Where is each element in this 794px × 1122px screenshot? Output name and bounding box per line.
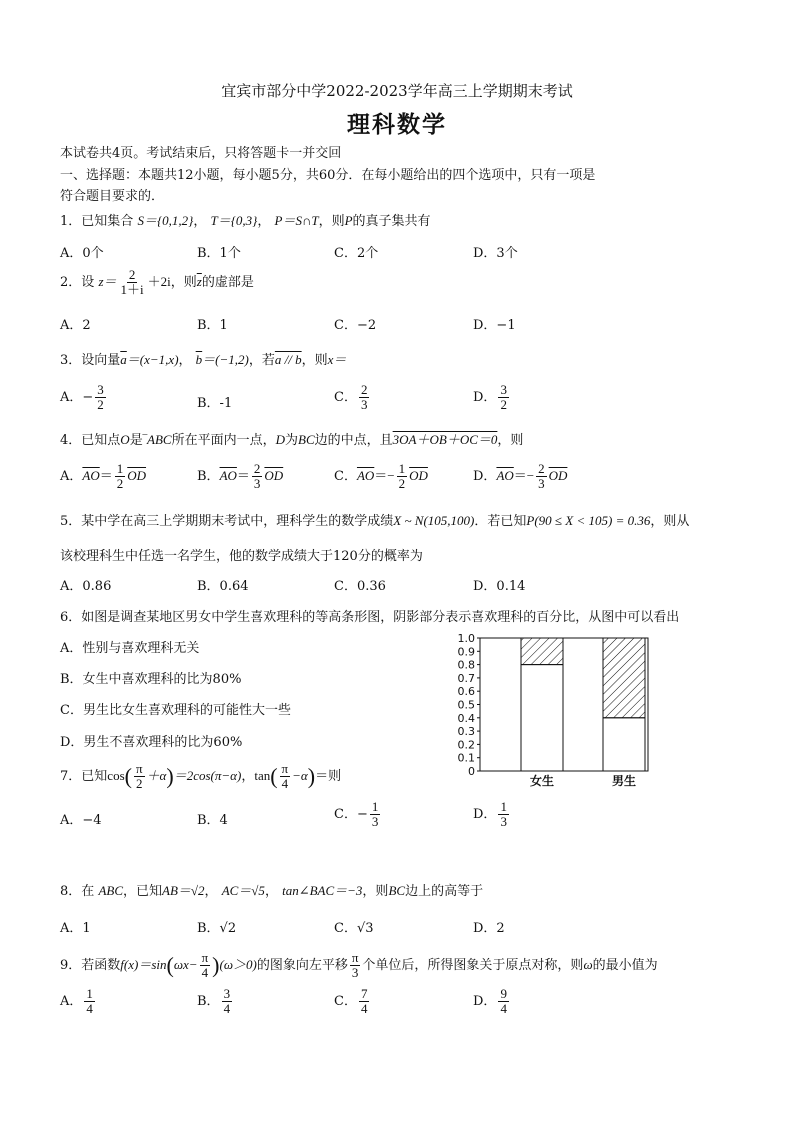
q9-text2: 的图象向左平移 [256,958,348,973]
q9-option-a: A． $\frac{1}{4}$ [60,986,93,1016]
segment-bc: BC [388,883,406,898]
q7-text: 已知 [81,769,108,784]
vector-b: $\overline{b}$ [195,352,203,367]
q4-option-b: B．$\overline{AO}=$ $\frac{2}{3}$ $\overline{OD}$ [197,461,284,491]
q8-text: 在 [81,884,95,899]
q8-text4: 边上的高等于 [405,884,484,899]
question-number: 9． [60,958,82,973]
q6-text: 如图是调查某地区男女中学生喜欢理科的等高条形图，阴影部分表示喜欢理科的百分比，从图中可以看出 [81,610,680,625]
q7-equation: ＝2cos(π−α) [173,768,242,783]
q9-text: 若函数 [81,958,121,973]
q7-option-b: B．4 [197,813,228,828]
q9-text4: 的最小值为 [592,958,658,973]
q4-text5: 边的中点，且 [314,433,393,448]
exam-subtitle: 宜宾市部分中学2022-2023学年高三上学期期末考试 [221,82,573,100]
q4-text4: 为 [285,433,299,448]
vector-equation: 3OA＋OB＋OC＝0 [392,432,498,447]
q8-option-a: A．1 [60,921,91,936]
question-number: 1． [60,214,82,229]
q2-option-d: D．−1 [473,318,516,333]
q9-option-d: D． $\frac{9}{4}$ [473,986,507,1016]
q3-text2: ，若 [248,353,275,368]
q5-option-d: D．0.14 [473,579,526,594]
q2-term: ＋2i [147,274,171,289]
q2-option-a: A．2 [60,318,91,333]
question-number: 5． [60,514,82,529]
bar-like-1 [603,638,645,718]
q5-option-a: A．0.86 [60,579,112,594]
y-tick-label: 0.7 [457,671,475,685]
cos-function: cos [107,768,125,783]
question-6 [60,606,679,625]
given-probability: P(90 ≤ X < 105) = 0.36 [526,513,651,528]
question-3: 3．设向量$\overline{a}=(x-1,x)$， $\overline{b}=(-1,2)$，若a // b，则x＝ [60,352,347,368]
q2-text3: 的虚部是 [201,275,254,290]
section-heading-cont: 符合题目要求的． [60,189,165,204]
fraction: $\frac{2}{1+i}$ [120,267,144,297]
bar-not-like-0 [521,665,563,771]
q4-text: 已知点 [81,433,121,448]
y-tick-label: 0.3 [457,725,475,739]
tan-function: tan [254,768,271,783]
question-5 [60,510,689,529]
q7-text2: ＝则 [315,769,342,784]
q5-option-b: B．0.64 [197,579,249,594]
q3-option-d: D． $\frac{3}{2}$ [473,382,507,412]
set-t: T＝{0,3} [210,213,258,228]
bar-like-0 [521,638,563,665]
q2-text: 设 [81,275,95,290]
question-number: 8． [60,884,82,899]
vector-b-value: ＝(−1,2) [202,352,249,367]
q6-option-a: A．性别与喜欢理科无关 [60,641,200,656]
var-x: x＝ [327,352,347,367]
q1-text: 已知集合 [81,214,134,229]
q8-option-c: C．√3 [334,921,374,936]
q5-text-line2: 该校理科生中任选一名学生，他的数学成绩大于120分的概率为 [60,549,423,564]
question-number: 4． [60,433,82,448]
y-tick-label: 0 [468,765,475,778]
q4-text6: ，则 [497,433,524,448]
q6-option-b: B．女生中喜欢理科的比为80% [60,672,242,687]
q3-text3: ，则 [301,353,328,368]
q4-option-c: C．$\overline{AO}=-$ $\frac{1}{2}$ $\overline{OD}$ [334,461,428,491]
z-conjugate: $\overline{z}$ [196,274,202,289]
side-ab: AB＝√2 [162,883,205,898]
q9-option-c: C． $\frac{7}{4}$ [334,986,368,1016]
q4-text3: 所在平面内一点， [171,433,276,448]
tan-angle: tan∠BAC＝−3 [282,883,363,898]
y-tick-label: 0.9 [457,645,475,659]
q3-option-c: C． $\frac{2}{3}$ [334,382,368,412]
y-tick-label: 0.1 [457,751,475,765]
stacked-bar-chart [440,628,670,798]
q1-option-a: A．0个 [60,246,104,261]
triangle-abc: ‾ABC [142,432,172,447]
normal-distribution: X ~ N(105,100) [393,513,475,528]
q5-text3: ，则从 [650,514,690,529]
question-2 [60,268,254,297]
y-tick-label: 0.6 [457,685,475,699]
section-heading: 一、选择题：本题共12小题，每小题5分，共60分．在每小题给出的四个选项中，只有一项是 [60,168,596,183]
q5-text: 某中学在高三上学期期末考试中，理科学生的数学成绩 [81,514,394,529]
function-f: f(x)＝sin [120,957,167,972]
q6-option-c: C．男生比女生喜欢理科的可能性大一些 [60,703,291,718]
omega-condition: (ω＞0) [219,957,257,972]
question-7: 7．已知cos( $\frac{\pi}{2}$ ＋α)＝2cos(π−α)，tan( $\frac{\pi}{4}$ −α)＝则 [60,761,342,791]
q7-option-d: D． $\frac{1}{3}$ [473,799,507,829]
side-ac: AC＝√5 [221,883,265,898]
set-p: P＝S∩T [274,213,319,228]
question-number: 2． [60,275,82,290]
q3-text: 设向量 [81,353,121,368]
question-9: 9．若函数f(x)＝sin(ωx− $\frac{\pi}{4}$ )(ω＞0)的图象向左平移 $\frac{\pi}{3}$ 个单位后，所得图象关于原点对称，则ω的最小值为 [60,950,658,980]
q1-text3: 的真子集共有 [352,214,431,229]
q3-option-b: B．-1 [197,396,233,411]
var-p: P [344,213,353,228]
question-number: 7． [60,769,82,784]
vector-a: $\overline{a}$ [120,352,127,367]
q8-option-b: B．√2 [197,921,237,936]
vector-a-value: ＝(x−1,x) [126,352,179,367]
q9-option-b: B． $\frac{3}{4}$ [197,986,231,1016]
q3-option-a: A．− $\frac{3}{2}$ [60,382,104,412]
parallel-condition: a // b [274,352,302,367]
y-tick-label: 0.8 [457,658,475,672]
x-tick-label: 女生 [529,774,555,788]
var-z: z＝ [98,274,117,289]
var-omega: ω [583,957,593,972]
point-d: D [275,432,285,447]
question-number: 6． [60,610,82,625]
y-tick-label: 1.0 [457,632,475,645]
exam-note: 本试卷共4页。考试结束后，只将答题卡一并交回 [60,146,342,161]
page-title: 理科数学 [347,111,447,138]
segment-bc: BC [298,432,315,447]
q7-option-c: C．− $\frac{1}{3}$ [334,799,379,829]
x-tick-label: 男生 [611,774,637,788]
q1-option-d: D．3个 [473,246,518,261]
q7-option-a: A．−4 [60,813,102,828]
q8-option-d: D．2 [473,921,505,936]
q2-text2: ，则 [170,275,197,290]
question-1: 1．已知集合 S＝{0,1,2}， T＝{0,3}， P＝S∩T，则P的真子集共有 [60,213,431,229]
q1-option-c: C．2个 [334,246,379,261]
q4-option-a: A．$\overline{AO}=$ $\frac{1}{2}$ $\overline{OD}$ [60,461,147,491]
q2-option-c: C．−2 [334,318,377,333]
q4-option-d: D．$\overline{AO}=-$ $\frac{2}{3}$ $\overline{OD}$ [473,461,568,491]
question-8: 8．在 ABC，已知AB＝√2， AC＝√5， tan∠BAC＝−3，则BC边上的高等于 [60,883,484,899]
q9-text3: 个单位后，所得图象关于原点对称，则 [362,958,584,973]
q1-option-b: B．1个 [197,246,241,261]
bar-not-like-1 [603,718,645,771]
question-number: 3． [60,353,82,368]
question-4 [60,429,523,448]
q4-text2: 是 [129,433,143,448]
triangle-abc: ABC [98,883,123,898]
q5-text2: ．若已知 [474,514,527,529]
q1-text2: ，则 [318,214,345,229]
q2-option-b: B．1 [197,318,228,333]
point-o: O [120,432,130,447]
set-s: S＝{0,1,2} [137,213,194,228]
q6-option-d: D．男生不喜欢理科的比为60% [60,735,243,750]
q8-text3: ，则 [362,884,389,899]
q8-text2: ，已知 [123,884,163,899]
y-tick-label: 0.4 [457,711,475,725]
y-tick-label: 0.5 [457,698,475,712]
y-tick-label: 0.2 [457,738,475,752]
q5-option-c: C．0.36 [334,579,386,594]
